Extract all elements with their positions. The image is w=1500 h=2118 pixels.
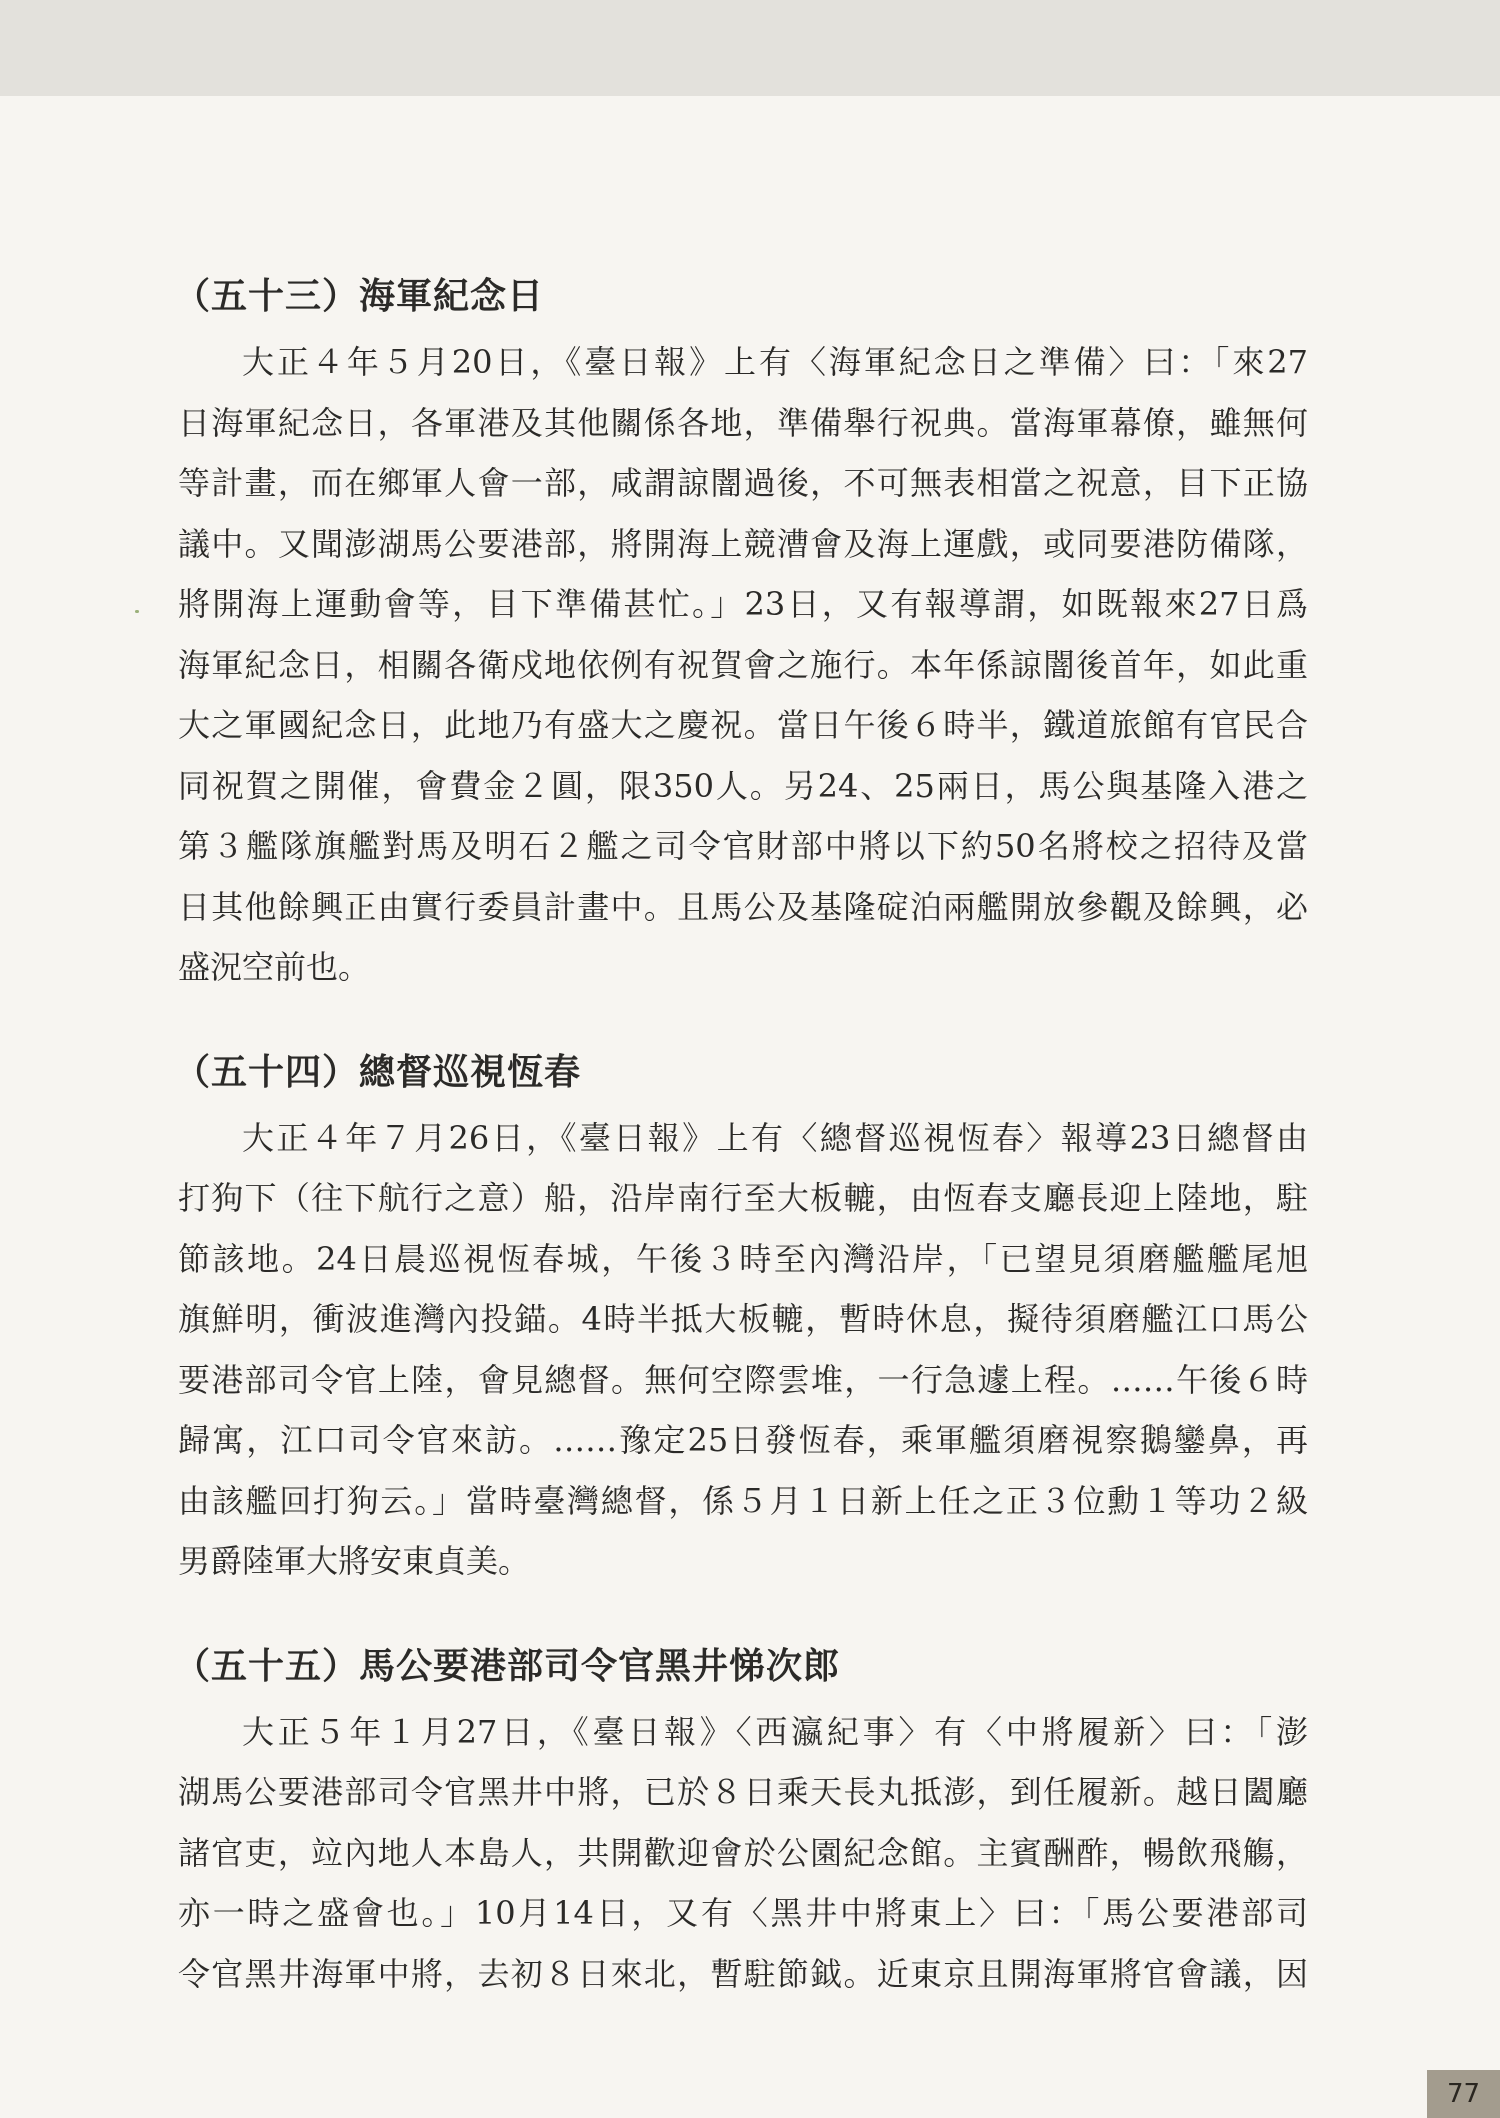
section-53: [174, 262, 1308, 998]
text-line: 歸寓，江口司令官來訪。……豫定25日發恆春，乘軍艦須磨視察鵝鑾鼻，再: [178, 1421, 1308, 1459]
text-line: 議中。又聞澎湖馬公要港部，將開海上競漕會及海上運戲，或同要港防備隊，: [178, 524, 1308, 563]
section-title: （五十三）海軍紀念日: [174, 276, 545, 317]
text-line: 海軍紀念日，相關各衛戍地依例有祝賀會之施行。本年係諒闇後首年，如此重: [178, 645, 1308, 684]
text-line: 日其他餘興正由實行委員計畫中。且馬公及基隆碇泊兩艦開放參觀及餘興，必: [178, 887, 1308, 926]
text-line: 節該地。24日晨巡視恆春城，午後３時至內灣沿岸，「已望見須磨艦艦尾旭: [178, 1239, 1308, 1278]
section-paragraph: [178, 1108, 1308, 1592]
section-paragraph: [178, 1702, 1308, 2005]
text-line: 男爵陸軍大將安東貞美。: [178, 1542, 531, 1580]
text-line: 令官黑井海軍中將，去初８日來北，暫駐節鉞。近東京且開海軍將官會議，因: [178, 1954, 1308, 1993]
text-line: 同祝賀之開催，會費金２圓，限350人。另24、25兩日，馬公與基隆入港之: [178, 766, 1308, 805]
text-line: 等計畫，而在鄉軍人會一部，咸謂諒闇過後，不可無表相當之祝意，目下正協: [178, 464, 1308, 502]
text-line: 要港部司令官上陸，會見總督。無何空際雲堆，一行急遽上程。……午後６時: [178, 1360, 1308, 1399]
text-line: 日海軍紀念日，各軍港及其他關係各地，準備舉行祝典。當海軍幕僚，雖無何: [178, 403, 1308, 442]
top-band: [0, 0, 1500, 96]
text-line: 湖馬公要港部司令官黑井中將，已於８日乘天長丸抵澎，到任履新。越日闔廳: [178, 1773, 1308, 1811]
section-title: （五十四）總督巡視恆春: [174, 1051, 582, 1093]
text-line: 打狗下（往下航行之意）船，沿岸南行至大板轆，由恆春支廳長迎上陸地，駐: [178, 1179, 1308, 1217]
text-line: 旗鮮明，衝波進灣內投錨。4時半抵大板轆，暫時休息，擬待須磨艦江口馬公: [178, 1300, 1308, 1338]
text-line: 盛況空前也。: [178, 948, 371, 986]
text-line: 由該艦回打狗云。」當時臺灣總督，係５月１日新上任之正３位勳１等功２級: [178, 1481, 1308, 1520]
section-54: [174, 1038, 1308, 1592]
section-title: （五十五）馬公要港部司令官黑井悌次郎: [174, 1645, 841, 1687]
page-content: [174, 262, 1308, 2044]
text-line: 大正４年５月20日，《臺日報》上有〈海軍紀念日之準備〉曰：「來27: [242, 343, 1308, 381]
page-number: 77: [1427, 2070, 1500, 2118]
text-line: 亦一時之盛會也。」10月14日，又有〈黑井中將東上〉曰：「馬公要港部司: [178, 1894, 1308, 1932]
scan-speck: [135, 610, 139, 613]
section-paragraph: [178, 332, 1308, 998]
text-line: 第３艦隊旗艦對馬及明石２艦之司令官財部中將以下約50名將校之招待及當: [178, 827, 1308, 865]
text-line: 大之軍國紀念日，此地乃有盛大之慶祝。當日午後６時半，鐵道旅館有官民合: [178, 706, 1308, 744]
text-line: 大正５年１月27日，《臺日報》〈西瀛紀事〉有〈中將履新〉曰：「澎: [242, 1712, 1308, 1751]
text-line: 大正４年７月26日，《臺日報》上有〈總督巡視恆春〉報導23日總督由: [242, 1118, 1308, 1157]
section-55: [174, 1632, 1308, 2005]
text-line: 將開海上運動會等，目下準備甚忙。」23日，又有報導謂，如既報來27日爲: [178, 585, 1308, 623]
text-line: 諸官吏，竝內地人本島人，共開歡迎會於公園紀念館。主賓酬酢，暢飲飛觴，: [178, 1833, 1308, 1872]
